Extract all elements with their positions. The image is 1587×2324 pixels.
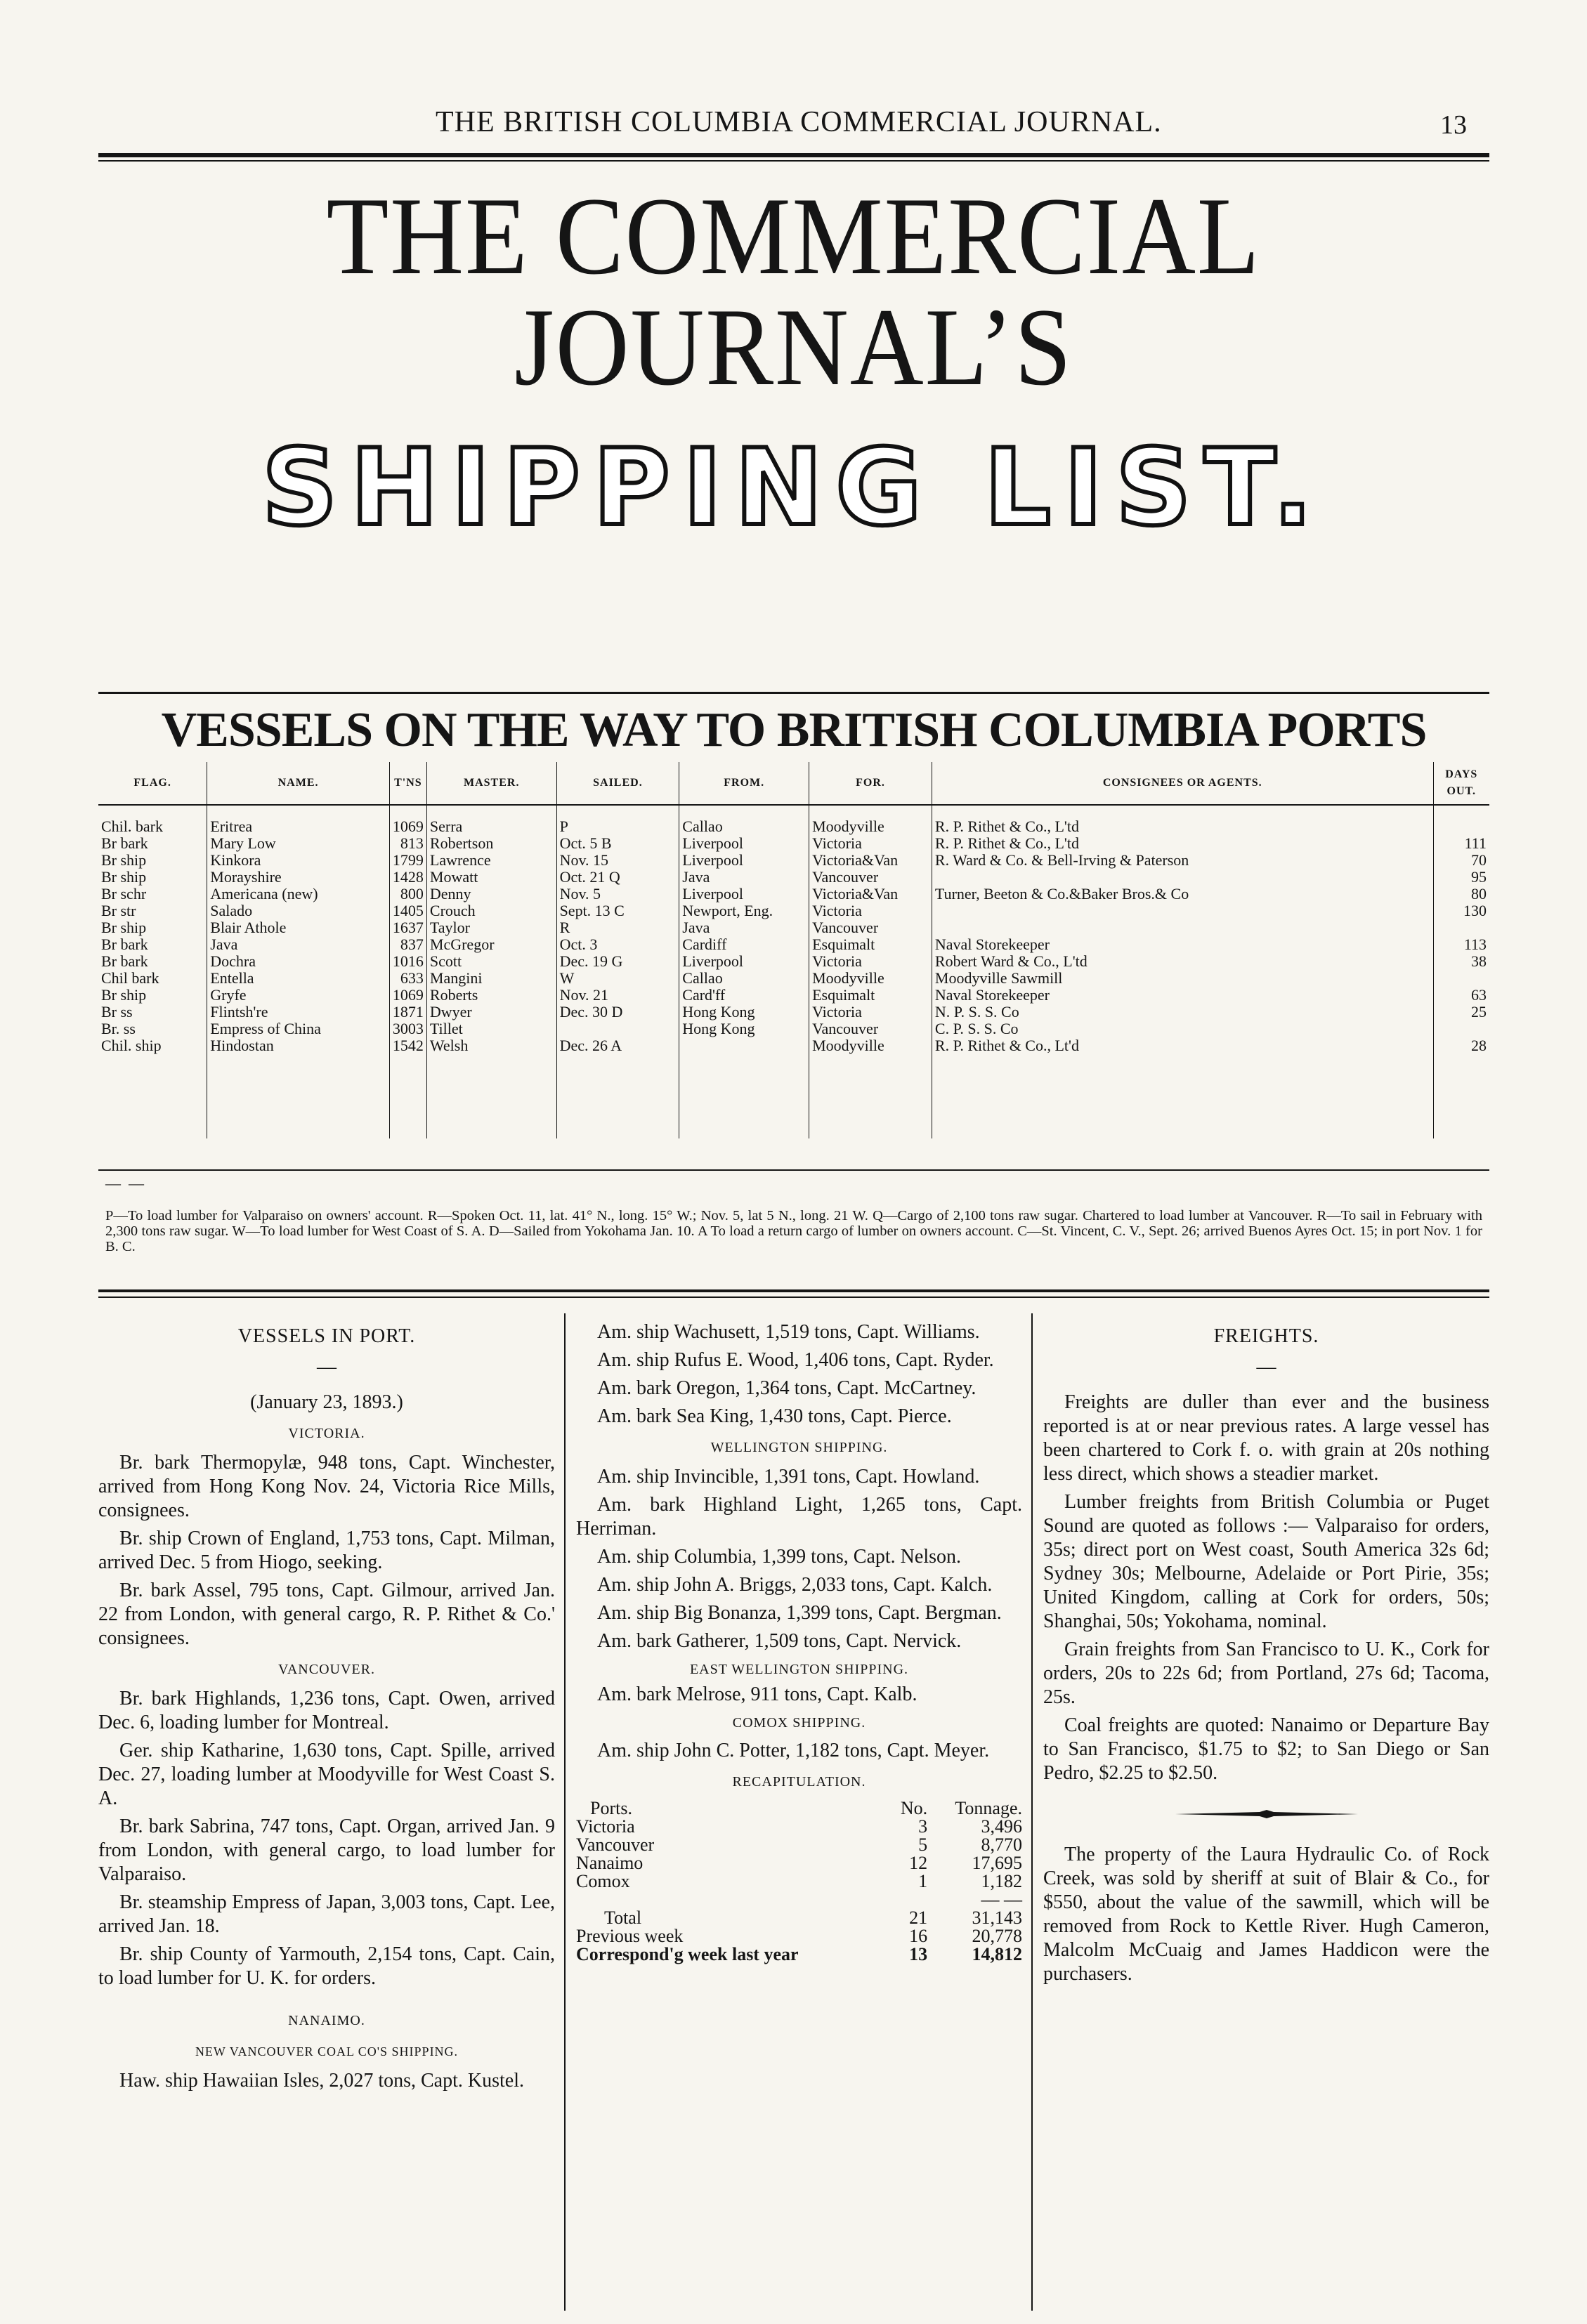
cell-tons: 800 <box>389 886 426 902</box>
recap-no: 1 <box>918 1871 928 1891</box>
vessel-row <box>98 902 1489 919</box>
cell-from: Callao <box>679 805 809 835</box>
empty-cell <box>809 1105 932 1122</box>
nanaimo-label: NANAIMO. <box>288 2013 365 2028</box>
empty-cell <box>207 1105 390 1122</box>
cell-consignees: R. P. Rithet & Co., Lt'd <box>932 1037 1433 1054</box>
cell-flag: Chil bark <box>101 970 159 987</box>
nanaimo-vessel: Am. ship Rufus E. Wood, 1,406 tons, Capt. Ryder. <box>597 1349 994 1371</box>
cell-tons: 1799 <box>389 852 426 869</box>
recap-row <box>576 1836 1022 1854</box>
empty-cell <box>809 1122 932 1138</box>
cell-name: Mary Low <box>207 835 390 852</box>
empty-cell <box>98 1071 207 1088</box>
empty-cell <box>426 1054 556 1071</box>
wellington-vessel: Am. ship John A. Briggs, 2,033 tons, Capt. Kalch. <box>597 1574 993 1596</box>
empty-cell <box>556 1071 679 1088</box>
wellington-label: WELLINGTON SHIPPING. <box>710 1440 888 1455</box>
cell-tons: 813 <box>389 835 426 852</box>
vessel-row <box>98 987 1489 1004</box>
vessel-row <box>98 936 1489 953</box>
empty-cell <box>556 1105 679 1122</box>
cell-name: Blair Athole <box>207 919 390 936</box>
recap-corr-tons: 14,812 <box>972 1944 1022 1964</box>
cell-master: Welsh <box>426 1037 556 1054</box>
recap-corr-row <box>576 1945 1022 1964</box>
cell-for: Victoria <box>809 1004 932 1020</box>
cell-name: Empress of China <box>207 1020 390 1037</box>
empty-cell <box>809 1071 932 1088</box>
cell-consignees <box>932 902 1433 919</box>
recap-col-no: No. <box>900 1798 928 1818</box>
cell-from: Hong Kong <box>679 1020 809 1037</box>
recap-row <box>576 1818 1022 1836</box>
cell-name: Entella <box>207 970 390 987</box>
column-divider-1 <box>564 1313 566 2311</box>
cell-flag: Br bark <box>101 835 148 852</box>
empty-cell <box>389 1122 426 1138</box>
nanaimo-vessel: Am. bark Sea King, 1,430 tons, Capt. Pierce. <box>597 1405 952 1427</box>
cell-sailed <box>556 1020 679 1037</box>
cell-master: Scott <box>426 953 556 970</box>
empty-cell <box>932 1105 1433 1122</box>
recap-row <box>576 1872 1022 1891</box>
cell-from: Card'ff <box>679 987 809 1004</box>
empty-cell <box>679 1105 809 1122</box>
cell-for: Victoria <box>809 902 932 919</box>
cell-sailed: W <box>556 970 679 987</box>
in-port-date: (January 23, 1893.) <box>250 1391 403 1413</box>
cell-master: Denny <box>426 886 556 902</box>
recap-prev-label: Previous week <box>576 1926 684 1946</box>
cell-master: Lawrence <box>426 852 556 869</box>
empty-cell <box>809 1088 932 1105</box>
cell-for: Esquimalt <box>809 987 932 1004</box>
empty-row <box>98 1088 1489 1105</box>
col-for: FOR. <box>809 762 932 805</box>
empty-cell <box>207 1088 390 1105</box>
vessel-row <box>98 886 1489 902</box>
cell-flag: Br ship <box>101 869 147 886</box>
empty-cell <box>1433 1071 1489 1088</box>
wellington-vessel: Am. ship Columbia, 1,399 tons, Capt. Nelson. <box>597 1546 961 1568</box>
recap-total-no: 21 <box>909 1908 928 1928</box>
in-port-heading: VESSELS IN PORT. <box>237 1325 416 1347</box>
cell-consignees <box>932 869 1433 886</box>
nanaimo-vessel: Am. bark Oregon, 1,364 tons, Capt. McCartney. <box>597 1377 977 1399</box>
cell-sailed: Oct. 5 B <box>556 835 679 852</box>
freights-paragraph: Grain freights from San Francisco to U. K., Cork for orders, 20s to 22s 6d; from Portland, 27s 6d; Tacoma, 25s. <box>1043 1639 1489 1708</box>
cell-days-out: 111 <box>1433 835 1489 852</box>
cell-for: Vancouver <box>809 869 932 886</box>
vancouver-vessel: Br. steamship Empress of Japan, 3,003 tons, Capt. Lee, arrived Jan. 18. <box>98 1891 555 1937</box>
col-tons: T'NS <box>389 762 426 805</box>
cell-tons: 1069 <box>389 805 426 835</box>
notes-rule-thin <box>98 1296 1489 1298</box>
cell-flag: Br ship <box>101 987 147 1004</box>
vessels-heading: VESSELS ON THE WAY TO BRITISH COLUMBIA PORTS <box>161 703 1427 757</box>
victoria-vessel: Br. bark Assel, 795 tons, Capt. Gilmour, arrived Jan. 22 from London, with general cargo, R. P. Rithet & Co.' consignees. <box>98 1580 555 1649</box>
cell-for: Moodyville <box>809 970 932 987</box>
recap-col-tonnage: Tonnage. <box>955 1798 1022 1818</box>
vessels-rule <box>98 692 1489 694</box>
empty-cell <box>389 1054 426 1071</box>
wellington-vessel: Am. ship Invincible, 1,391 tons, Capt. Howland. <box>597 1466 980 1488</box>
top-rule-thin <box>98 160 1489 162</box>
cell-master: McGregor <box>426 936 556 953</box>
cell-name: Gryfe <box>207 987 390 1004</box>
recap-total-row <box>576 1909 1022 1927</box>
cell-tons: 1016 <box>389 953 426 970</box>
recap-port: Comox <box>576 1871 630 1891</box>
empty-cell <box>98 1122 207 1138</box>
empty-cell <box>1433 1105 1489 1122</box>
empty-cell <box>389 1071 426 1088</box>
cell-for: Victoria <box>809 835 932 852</box>
recap-dash-row <box>576 1891 1022 1909</box>
cell-tons: 3003 <box>389 1020 426 1037</box>
vessel-row <box>98 869 1489 886</box>
column-divider-2 <box>1031 1313 1033 2311</box>
cell-from: Java <box>679 919 809 936</box>
empty-cell <box>932 1088 1433 1105</box>
cell-days-out: 63 <box>1433 987 1489 1004</box>
cell-from: Liverpool <box>679 953 809 970</box>
table-notes: P—To load lumber for Valparaiso on owners' account. R—Spoken Oct. 11, lat. 41° N., long. 15° W.; Nov. 5, lat 5 N., long. 21 W. Q—Cargo of 2,100 tons raw sugar. Chartered to load lumber at Vancouver. R—To sail in February with 2,300 tons raw sugar. W—To load lumber for West Coast of S. A. D—Sailed from Yokohama Jan. 10. A To load a return cargo of lumber on owners account. C—St. Vincent, C. V., Sept. 26; arrived Buenos Ayres Oct. 15; in port Nov. 1 for B. C. <box>105 1208 1482 1254</box>
vancouver-label: VANCOUVER. <box>278 1662 375 1677</box>
recap-prev-tons: 20,778 <box>972 1926 1022 1946</box>
cell-for: Vancouver <box>809 1020 932 1037</box>
vessel-row <box>98 805 1489 835</box>
vancouver-vessel: Br. bark Highlands, 1,236 tons, Capt. Owen, arrived Dec. 6, loading lumber for Montreal. <box>98 1688 555 1733</box>
cell-master: Serra <box>426 805 556 835</box>
cell-flag: Br ss <box>101 1004 133 1020</box>
cell-sailed: Oct. 21 Q <box>556 869 679 886</box>
cell-sailed: Dec. 30 D <box>556 1004 679 1020</box>
cell-name: Flintsh're <box>207 1004 390 1020</box>
cell-for: Victoria&Van <box>809 852 932 869</box>
empty-row <box>98 1122 1489 1138</box>
cell-from: Liverpool <box>679 852 809 869</box>
cell-master: Taylor <box>426 919 556 936</box>
cell-name: Hindostan <box>207 1037 390 1054</box>
freights-paragraph: Coal freights are quoted: Nanaimo or Departure Bay to San Francisco, $1.75 to $2; to San Diego or San Pedro, $2.25 to $2.50. <box>1043 1714 1489 1784</box>
cell-master: Tillet <box>426 1020 556 1037</box>
empty-cell <box>679 1071 809 1088</box>
column-2 <box>576 1320 1022 1964</box>
recap-port: Nanaimo <box>576 1853 644 1873</box>
cell-days-out: 80 <box>1433 886 1489 902</box>
recap-tons: 3,496 <box>981 1816 1022 1837</box>
recap-header-row <box>576 1799 1022 1818</box>
recap-no: 12 <box>909 1853 928 1873</box>
cell-from: Java <box>679 869 809 886</box>
cell-tons: 1542 <box>389 1037 426 1054</box>
comox-label: COMOX SHIPPING. <box>732 1715 866 1731</box>
vessel-row <box>98 953 1489 970</box>
col-master: MASTER. <box>426 762 556 805</box>
running-title: THE BRITISH COLUMBIA COMMERCIAL JOURNAL. <box>436 106 1162 138</box>
vessel-row <box>98 835 1489 852</box>
victoria-vessel: Br. bark Thermopylæ, 948 tons, Capt. Winchester, arrived from Hong Kong Nov. 24, Victoria Rice Mills, consignees. <box>98 1452 555 1521</box>
recap-col-ports: Ports. <box>590 1798 632 1818</box>
cell-tons: 1428 <box>389 869 426 886</box>
cell-master: Dwyer <box>426 1004 556 1020</box>
recap-corr-label: Correspond'g week last year <box>576 1944 799 1964</box>
cell-consignees: Naval Storekeeper <box>932 987 1433 1004</box>
victoria-vessel: Br. ship Crown of England, 1,753 tons, Capt. Milman, arrived Dec. 5 from Hiogo, seeking. <box>98 1528 555 1573</box>
cell-for: Esquimalt <box>809 936 932 953</box>
empty-cell <box>207 1071 390 1088</box>
empty-cell <box>1433 1054 1489 1071</box>
cell-master: Crouch <box>426 902 556 919</box>
notes-rule <box>98 1289 1489 1292</box>
cell-sailed: Oct. 3 <box>556 936 679 953</box>
cell-consignees: Robert Ward & Co., L'td <box>932 953 1433 970</box>
in-port-dash: — <box>317 1356 337 1378</box>
cell-name: Americana (new) <box>207 886 390 902</box>
cell-flag: Br. ss <box>101 1020 136 1037</box>
recap-table <box>576 1799 1022 1964</box>
recap-total-tons: 31,143 <box>972 1908 1022 1928</box>
cell-sailed: Nov. 15 <box>556 852 679 869</box>
nanaimo-vessel: Am. ship Wachusett, 1,519 tons, Capt. Williams. <box>597 1321 980 1343</box>
cell-name: Morayshire <box>207 869 390 886</box>
cell-for: Moodyville <box>809 805 932 835</box>
recap-heading: RECAPITULATION. <box>732 1774 866 1790</box>
cell-from: Hong Kong <box>679 1004 809 1020</box>
table-header-row <box>98 762 1489 805</box>
cell-name: Salado <box>207 902 390 919</box>
recap-no: 5 <box>918 1834 928 1855</box>
empty-row <box>98 1054 1489 1071</box>
freights-heading: FREIGHTS. <box>1213 1325 1319 1347</box>
cell-from: Cardiff <box>679 936 809 953</box>
empty-cell <box>426 1105 556 1122</box>
cell-consignees: R. P. Rithet & Co., L'td <box>932 835 1433 852</box>
empty-cell <box>556 1088 679 1105</box>
col-from: FROM. <box>679 762 809 805</box>
vancouver-vessel: Br. ship County of Yarmouth, 2,154 tons, Capt. Cain, to load lumber for U. K. for orders. <box>98 1943 555 1989</box>
empty-cell <box>932 1071 1433 1088</box>
cell-days-out <box>1433 919 1489 936</box>
cell-for: Victoria&Van <box>809 886 932 902</box>
empty-cell <box>98 1088 207 1105</box>
cell-from: Newport, Eng. <box>679 902 809 919</box>
empty-cell <box>556 1122 679 1138</box>
cell-days-out: 130 <box>1433 902 1489 919</box>
recap-row <box>576 1854 1022 1872</box>
cell-consignees: R. P. Rithet & Co., L'td <box>932 805 1433 835</box>
vessel-row <box>98 852 1489 869</box>
cell-tons: 1871 <box>389 1004 426 1020</box>
column-1 <box>98 1320 555 2097</box>
recap-total-label: Total <box>604 1908 642 1928</box>
cell-flag: Br bark <box>101 936 148 953</box>
cell-tons: 1405 <box>389 902 426 919</box>
empty-cell <box>1433 1122 1489 1138</box>
column-3 <box>1043 1320 1489 1990</box>
cell-consignees <box>932 919 1433 936</box>
running-head <box>0 105 1587 140</box>
cell-from <box>679 1037 809 1054</box>
ornament-divider-icon <box>1175 1810 1358 1818</box>
vessel-row <box>98 1037 1489 1054</box>
east-wellington-vessel: Am. bark Melrose, 911 tons, Capt. Kalb. <box>597 1683 917 1705</box>
cell-sailed: Nov. 5 <box>556 886 679 902</box>
cell-days-out <box>1433 805 1489 835</box>
vessels-table <box>98 762 1489 1138</box>
empty-cell <box>932 1122 1433 1138</box>
recap-dashes: — — <box>981 1889 1022 1910</box>
cell-flag: Br str <box>101 902 136 919</box>
wellington-vessel: Am. bark Gatherer, 1,509 tons, Capt. Nervick. <box>597 1630 962 1652</box>
empty-cell <box>1433 1088 1489 1105</box>
empty-cell <box>679 1122 809 1138</box>
freights-paragraph: Lumber freights from British Columbia or Puget Sound are quoted as follows :— Valparaiso for orders, 35s; direct port on West coast, South America 32s 6d; Sydney 30s; Melbourne, Adelaide or Port Pirie, 35s; United Kingdom, calling at Cork for orders, 50s; Shanghai, 50s; Yokohama, nominal. <box>1043 1491 1489 1632</box>
cell-tons: 633 <box>389 970 426 987</box>
cell-sailed: Nov. 21 <box>556 987 679 1004</box>
cell-tons: 1637 <box>389 919 426 936</box>
cell-consignees: Moodyville Sawmill <box>932 970 1433 987</box>
cell-days-out: 70 <box>1433 852 1489 869</box>
cell-days-out <box>1433 1020 1489 1037</box>
cell-master: Mowatt <box>426 869 556 886</box>
ornament-divider <box>1043 1801 1489 1825</box>
table-dashes: — — <box>105 1174 144 1192</box>
cell-for: Victoria <box>809 953 932 970</box>
nvcc-label: NEW VANCOUVER COAL CO'S SHIPPING. <box>195 2044 459 2059</box>
cell-from: Liverpool <box>679 835 809 852</box>
cell-days-out: 38 <box>1433 953 1489 970</box>
vessel-row <box>98 970 1489 987</box>
cell-sailed: R <box>556 919 679 936</box>
cell-flag: Chil. ship <box>101 1037 162 1054</box>
freights-dash: — <box>1256 1356 1276 1378</box>
cell-consignees: N. P. S. S. Co <box>932 1004 1433 1020</box>
page-number: 13 <box>1440 110 1467 140</box>
empty-cell <box>389 1105 426 1122</box>
vancouver-vessel: Br. bark Sabrina, 747 tons, Capt. Organ, arrived Jan. 9 from London, with general cargo, to load lumber for Valparaiso. <box>98 1816 555 1885</box>
cell-for: Vancouver <box>809 919 932 936</box>
recap-port: Vancouver <box>576 1834 655 1855</box>
empty-cell <box>426 1122 556 1138</box>
recap-prev-no: 16 <box>909 1926 928 1946</box>
empty-cell <box>207 1054 390 1071</box>
table-bottom-rule <box>98 1169 1489 1171</box>
col-flag: FLAG. <box>98 762 207 805</box>
comox-vessel: Am. ship John C. Potter, 1,182 tons, Capt. Meyer. <box>597 1740 990 1761</box>
shipping-list-title: SHIPPING LIST. <box>261 427 1326 549</box>
empty-cell <box>207 1122 390 1138</box>
cell-from: Liverpool <box>679 886 809 902</box>
cell-days-out: 28 <box>1433 1037 1489 1054</box>
cell-days-out: 113 <box>1433 936 1489 953</box>
cell-from: Callao <box>679 970 809 987</box>
laura-hydraulic-item: The property of the Laura Hydraulic Co. of Rock Creek, was sold by sheriff at suit of Blair & Co., for $550, about the value of the sawmill, which will be removed from Rock to Kettle River. Hugh Cameron, Malcolm McCuaig and James Haddicon were the purchasers. <box>1043 1844 1489 1985</box>
empty-row <box>98 1105 1489 1122</box>
victoria-label: VICTORIA. <box>288 1426 365 1441</box>
freights-paragraph: Freights are duller than ever and the business reported is at or near previous rates. A large vessel has been chartered to Cork f. o. with grain at 20s nothing less direct, which shows a steadier market. <box>1043 1391 1489 1485</box>
cell-consignees: Turner, Beeton & Co.&Baker Bros.& Co <box>932 886 1433 902</box>
nvcc-vessel: Haw. ship Hawaiian Isles, 2,027 tons, Capt. Kustel. <box>119 2070 524 2092</box>
cell-name: Kinkora <box>207 852 390 869</box>
cell-sailed: Sept. 13 C <box>556 902 679 919</box>
cell-tons: 1069 <box>389 987 426 1004</box>
cell-sailed: Dec. 26 A <box>556 1037 679 1054</box>
cell-name: Dochra <box>207 953 390 970</box>
cell-days-out: 95 <box>1433 869 1489 886</box>
empty-cell <box>932 1054 1433 1071</box>
cell-for: Moodyville <box>809 1037 932 1054</box>
cell-name: Eritrea <box>207 805 390 835</box>
recap-port: Victoria <box>576 1816 635 1837</box>
cell-flag: Br schr <box>101 886 147 902</box>
vessel-row <box>98 1004 1489 1020</box>
col-name: NAME. <box>207 762 390 805</box>
recap-tons: 17,695 <box>972 1853 1022 1873</box>
wellington-vessel: Am. ship Big Bonanza, 1,399 tons, Capt. Bergman. <box>597 1602 1002 1624</box>
empty-cell <box>556 1054 679 1071</box>
cell-flag: Br ship <box>101 919 147 936</box>
empty-row <box>98 1071 1489 1088</box>
col-days-out: DAYS OUT. <box>1433 762 1489 805</box>
cell-flag: Br ship <box>101 852 147 869</box>
east-wellington-label: EAST WELLINGTON SHIPPING. <box>689 1662 909 1677</box>
cell-sailed: P <box>556 805 679 835</box>
empty-cell <box>426 1071 556 1088</box>
recap-no: 3 <box>918 1816 928 1837</box>
cell-sailed: Dec. 19 G <box>556 953 679 970</box>
cell-name: Java <box>207 936 390 953</box>
recap-tons: 1,182 <box>981 1871 1022 1891</box>
cell-flag: Br bark <box>101 953 148 970</box>
empty-cell <box>809 1054 932 1071</box>
cell-consignees: Naval Storekeeper <box>932 936 1433 953</box>
col-consignees: CONSIGNEES OR AGENTS. <box>932 762 1433 805</box>
empty-cell <box>98 1054 207 1071</box>
cell-days-out <box>1433 970 1489 987</box>
main-title: THE COMMERCIAL JOURNAL’S <box>326 175 1261 409</box>
recap-tons: 8,770 <box>981 1834 1022 1855</box>
cell-master: Roberts <box>426 987 556 1004</box>
empty-cell <box>98 1105 207 1122</box>
vancouver-vessel: Ger. ship Katharine, 1,630 tons, Capt. Spille, arrived Dec. 27, loading lumber at Moodyville for West Coast S. A. <box>98 1740 555 1809</box>
cell-master: Robertson <box>426 835 556 852</box>
empty-cell <box>679 1054 809 1071</box>
vessel-row <box>98 1020 1489 1037</box>
empty-cell <box>389 1088 426 1105</box>
cell-days-out: 25 <box>1433 1004 1489 1020</box>
empty-cell <box>679 1088 809 1105</box>
cell-flag: Chil. bark <box>101 818 163 835</box>
top-rule <box>98 153 1489 157</box>
recap-prev-row <box>576 1927 1022 1945</box>
col-sailed: SAILED. <box>556 762 679 805</box>
wellington-vessel: Am. bark Highland Light, 1,265 tons, Capt. Herriman. <box>576 1494 1022 1540</box>
recap-corr-no: 13 <box>909 1944 928 1964</box>
cell-consignees: R. Ward & Co. & Bell-Irving & Paterson <box>932 852 1433 869</box>
cell-consignees: C. P. S. S. Co <box>932 1020 1433 1037</box>
empty-cell <box>426 1088 556 1105</box>
cell-tons: 837 <box>389 936 426 953</box>
cell-master: Mangini <box>426 970 556 987</box>
vessel-row <box>98 919 1489 936</box>
